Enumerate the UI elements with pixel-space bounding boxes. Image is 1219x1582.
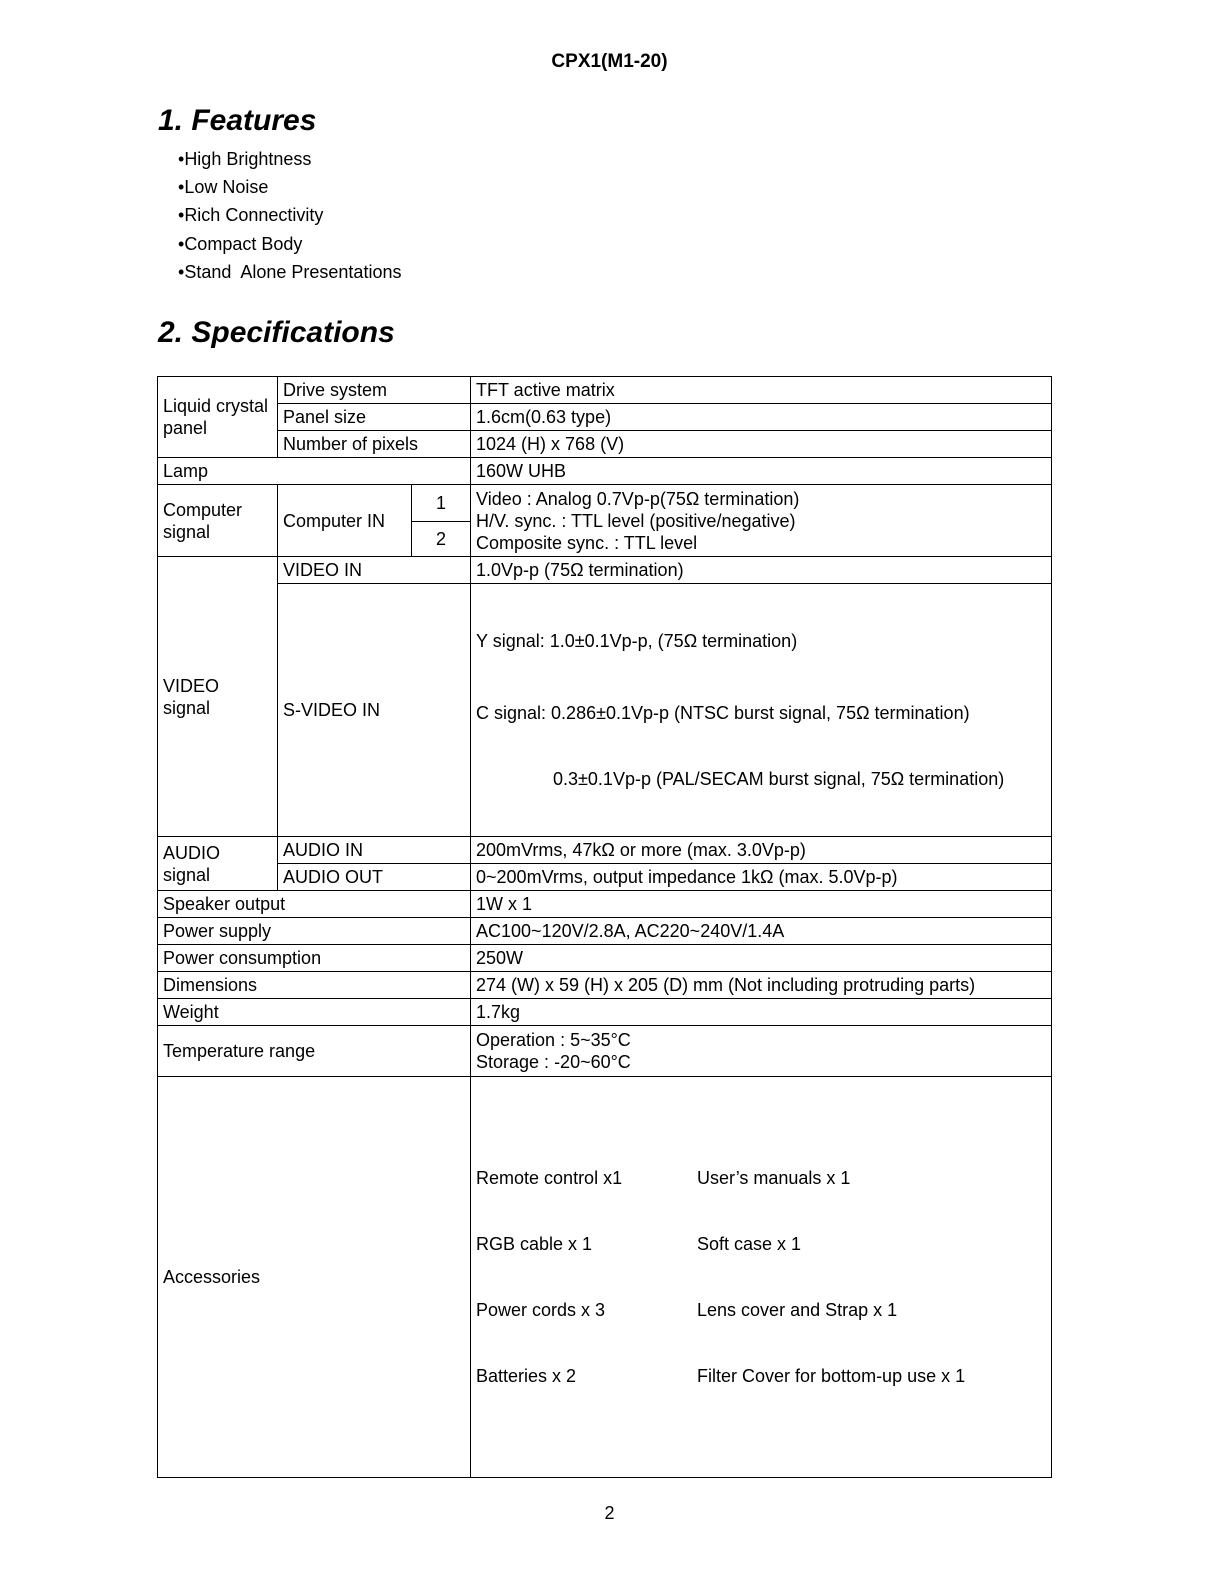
feature-item: • Stand Alone Presentations [178, 261, 401, 289]
video-signal-label: VIDEO signal [158, 557, 278, 837]
svideo-in-label: S-VIDEO IN [278, 584, 471, 837]
speaker-value: 1W x 1 [471, 891, 1052, 918]
power-consumption-label: Power consumption [158, 945, 471, 972]
features-heading: 1. Features [158, 104, 317, 137]
pixels-label: Number of pixels [278, 431, 471, 458]
feature-item: • Low Noise [178, 176, 401, 204]
specifications-heading: 2. Specifications [158, 316, 395, 349]
panel-size-label: Panel size [278, 404, 471, 431]
feature-item: • Compact Body [178, 233, 401, 261]
table-row [158, 557, 1052, 584]
svideo-c2-line: 0.3±0.1Vp-p (PAL/SECAM burst signal, 75Ω termination) [553, 769, 1005, 789]
lcd-label: Liquid crystal panel [158, 377, 278, 458]
temperature-value: Operation : 5~35°C Storage : -20~60°C [471, 1026, 1052, 1077]
video-in-label: VIDEO IN [278, 557, 471, 584]
features-list [178, 148, 401, 289]
accessory-item: Lens cover and Strap x 1 [697, 1300, 898, 1320]
accessory-item: RGB cable x 1 [476, 1234, 593, 1254]
table-row [158, 431, 1052, 458]
lamp-value: 160W UHB [471, 458, 1052, 485]
table-row [158, 999, 1052, 1026]
power-consumption-value: 250W [471, 945, 1052, 972]
accessory-item: Filter Cover for bottom-up use x 1 [697, 1366, 966, 1386]
table-row [158, 1077, 1052, 1478]
power-supply-label: Power supply [158, 918, 471, 945]
feature-item: • Rich Connectivity [178, 204, 401, 232]
audio-in-label: AUDIO IN [278, 837, 471, 864]
accessories-column-1 [476, 1123, 697, 1431]
audio-in-value: 200mVrms, 47kΩ or more (max. 3.0Vp-p) [471, 837, 1052, 864]
video-in-value: 1.0Vp-p (75Ω termination) [471, 557, 1052, 584]
computer-signal-label: Computer signal [158, 485, 278, 557]
table-row [158, 377, 1052, 404]
audio-signal-label: AUDIO signal [158, 837, 278, 891]
computer-port-1: 1 [412, 485, 471, 522]
feature-item: • High Brightness [178, 148, 401, 176]
table-row [158, 404, 1052, 431]
power-supply-value: AC100~120V/2.8A, AC220~240V/1.4A [471, 918, 1052, 945]
lamp-label: Lamp [158, 458, 471, 485]
table-row [158, 837, 1052, 864]
panel-size-value: 1.6cm(0.63 type) [471, 404, 1052, 431]
table-row [158, 485, 1052, 522]
table-row [158, 918, 1052, 945]
computer-signal-value: Video : Analog 0.7Vp-p(75Ω termination) H/V. sync. : TTL level (positive/negative) Composite sync. : TTL level [471, 485, 1052, 557]
table-row [158, 972, 1052, 999]
accessory-item: Power cords x 3 [476, 1300, 606, 1320]
audio-out-label: AUDIO OUT [278, 864, 471, 891]
document-header: CPX1(M1-20) [551, 51, 668, 72]
table-row [158, 1026, 1052, 1077]
audio-out-value: 0~200mVrms, output impedance 1kΩ (max. 5.0Vp-p) [471, 864, 1052, 891]
accessories-value [471, 1077, 1052, 1478]
computer-port-2: 2 [412, 522, 471, 557]
svideo-y-line: Y signal: 1.0±0.1Vp-p, (75Ω termination) [476, 631, 798, 651]
accessories-label: Accessories [158, 1077, 471, 1478]
drive-system-label: Drive system [278, 377, 471, 404]
weight-label: Weight [158, 999, 471, 1026]
accessory-item: Soft case x 1 [697, 1234, 802, 1254]
table-row [158, 945, 1052, 972]
table-row [158, 458, 1052, 485]
accessory-item: Batteries x 2 [476, 1366, 577, 1386]
drive-system-value: TFT active matrix [471, 377, 1052, 404]
dimensions-value: 274 (W) x 59 (H) x 205 (D) mm (Not including protruding parts) [471, 972, 1052, 999]
temperature-label: Temperature range [158, 1026, 471, 1077]
accessories-column-2 [697, 1123, 965, 1431]
accessory-item: User’s manuals x 1 [697, 1168, 851, 1188]
weight-value: 1.7kg [471, 999, 1052, 1026]
table-row [158, 891, 1052, 918]
speaker-label: Speaker output [158, 891, 471, 918]
svideo-in-value [471, 584, 1052, 837]
page-number: 2 [604, 1503, 615, 1523]
table-row [158, 864, 1052, 891]
svideo-c-line: C signal: 0.286±0.1Vp-p (NTSC burst signal, 75Ω termination) [476, 703, 970, 723]
specifications-table [157, 376, 1052, 1478]
pixels-value: 1024 (H) x 768 (V) [471, 431, 1052, 458]
table-row [158, 584, 1052, 837]
dimensions-label: Dimensions [158, 972, 471, 999]
computer-in-label: Computer IN [278, 485, 412, 557]
accessory-item: Remote control x1 [476, 1168, 623, 1188]
